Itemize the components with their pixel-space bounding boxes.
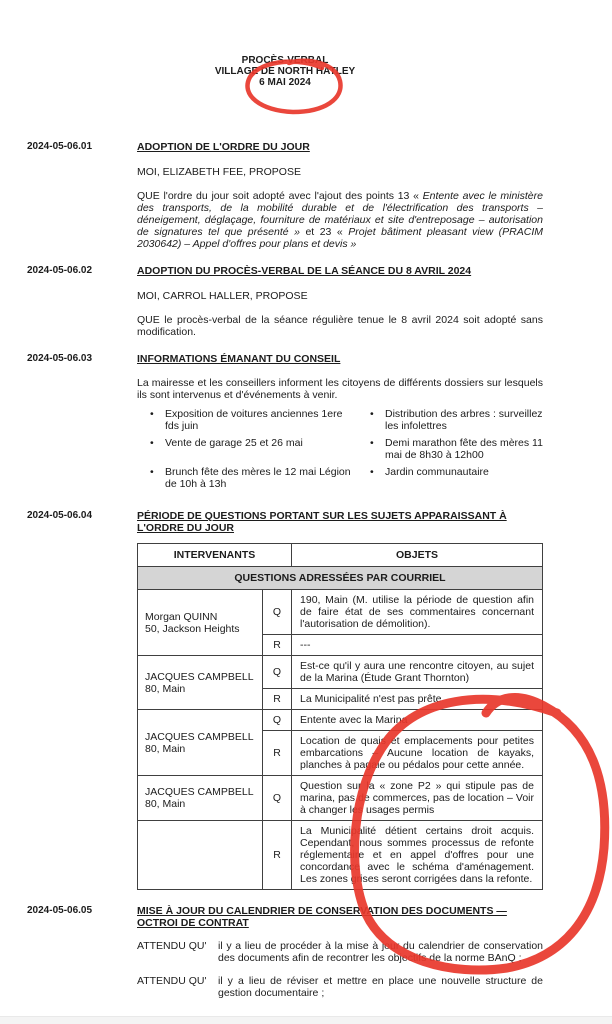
intervenant-address: 80, Main [145, 798, 186, 810]
section-adoption-proces-verbal [27, 265, 543, 338]
propose-line: MOI, ELIZABETH FEE, PROPOSE [137, 166, 301, 178]
document-header [27, 55, 543, 88]
q-cell: Q [263, 776, 292, 821]
intervenant-cell [138, 590, 263, 656]
propose-line: MOI, CARROL HALLER, PROPOSE [137, 290, 308, 302]
attendu-text: il y a lieu de procéder à la mise à jour du calendrier de conservation des documents afin de recontrer les objectifs de la norme BAnQ ; [218, 940, 543, 964]
intervenant-address: 50, Jackson Heights [145, 622, 240, 635]
reponse-cell: --- [292, 635, 543, 656]
section-periode-questions [27, 510, 543, 890]
r-cell: R [263, 635, 292, 656]
section-heading: PÉRIODE DE QUESTIONS PORTANT SUR LES SUJETS APPARAISSANT À L'ORDRE DU JOUR [137, 510, 507, 534]
list-item: • Demi marathon fête des mères 11 mai de 8h30 à 12h00 [368, 437, 543, 461]
para-italic-text: Projet bâtiment pleasant view (PRACIM 2030642) – Appel d'offres pour plans et devis » [137, 226, 543, 250]
r-cell: R [263, 821, 292, 890]
reponse-cell: Location de quais et emplacements pour petites embarcations – Aucune location de kayaks, planches à pagaie ou pédalos pour cette année. [292, 731, 543, 776]
list-item: • Jardin communautaire [368, 466, 543, 490]
questions-table [137, 543, 543, 890]
section-number: 2024-05-06.03 [27, 353, 93, 364]
intervenant-cell [138, 710, 263, 776]
attendu-text: il y a lieu de réviser et mettre en place une nouvelle structure de gestion documentaire ; [218, 975, 543, 999]
list-item: • Brunch fête des mères le 12 mai Légion de 10h à 13h [148, 466, 352, 490]
intervenant-name: Morgan QUINN [145, 610, 218, 623]
intervenant-name: JACQUES CAMPBELL [145, 730, 254, 743]
para-text: et 23 « [299, 226, 349, 238]
para-text: QUE l'ordre du jour soit adopté avec l'ajout des points 13 « [137, 190, 423, 202]
attendu-clause [137, 975, 543, 999]
intervenant-cell [138, 776, 263, 821]
table-row [138, 821, 543, 890]
intervenant-cell-empty [138, 821, 263, 890]
question-cell: 190, Main (M. utilise la période de question afin de faire état de ses commentaires concernant l'autorisation de démolition). [292, 590, 543, 635]
intervenant-name: JACQUES CAMPBELL [145, 670, 254, 683]
column-header-objets: OBJETS [292, 544, 543, 567]
question-cell: Question sur la « zone P2 » qui stipule pas de marina, pas de commerces, pas de location – Voir à changer les usages permis [292, 776, 543, 821]
reponse-cell: La Municipalité n'est pas prête [292, 689, 543, 710]
doc-title-date: 6 MAI 2024 [259, 77, 311, 88]
attendu-clause [137, 940, 543, 964]
column-header-intervenants: INTERVENANTS [138, 544, 292, 567]
q-cell: Q [263, 656, 292, 689]
section-heading: INFORMATIONS ÉMANANT DU CONSEIL [137, 353, 341, 365]
page-bottom-strip [0, 1016, 612, 1024]
r-cell: R [263, 731, 292, 776]
question-cell: Entente avec la Marina [292, 710, 543, 731]
section-number: 2024-05-06.01 [27, 141, 93, 152]
section-heading: ADOPTION DU PROCÈS-VERBAL DE LA SÉANCE DU 8 AVRIL 2024 [137, 265, 472, 277]
section-heading: MISE À JOUR DU CALENDRIER DE CONSERVATION DES DOCUMENTS — OCTROI DE CONTRAT [137, 905, 507, 929]
doc-title-line1: PROCÈS-VERBAL [241, 55, 329, 66]
intervenant-address: 80, Main [145, 682, 186, 695]
attendu-label: ATTENDU QU' [137, 940, 207, 952]
section-informations-conseil [27, 353, 543, 495]
q-cell: Q [263, 710, 292, 731]
section-mise-a-jour-calendrier [27, 905, 543, 999]
table-row [138, 776, 543, 821]
section-number: 2024-05-06.04 [27, 510, 93, 521]
section-adoption-ordre-du-jour [27, 141, 543, 250]
section-heading: ADOPTION DE L'ORDRE DU JOUR [137, 141, 310, 153]
doc-title-line2: VILLAGE DE NORTH HATLEY [214, 66, 356, 77]
table-header-row [138, 544, 543, 567]
intervenant-address: 80, Main [145, 742, 186, 755]
resolution-paragraph: QUE le procès-verbal de la séance régulière tenue le 8 avril 2024 soit adopté sans modification. [137, 314, 543, 338]
table-row [138, 656, 543, 689]
resolution-paragraph [137, 190, 543, 250]
reponse-cell: La Municipalité détient certains droit acquis. Cependant, nous sommes processus de refonte réglementaire et en appel d'offres pour une concordance avec le schéma d'aménagement. Les zones grises seront corrigées dans la refonte. [292, 821, 543, 890]
intervenant-name: JACQUES CAMPBELL [145, 786, 254, 798]
para-italic-text: Entente avec le ministère des transports, de la mobilité durable et de l'électrification des transports – déneigement, déglaçage, fourniture de matériaux et site d'entreposage – autorisation de signatures tel que présenté » [137, 190, 543, 238]
table-row [138, 590, 543, 635]
events-bullet-list [137, 408, 543, 495]
list-item: • Distribution des arbres : surveillez les infolettres [368, 408, 543, 432]
attendu-label: ATTENDU QU' [137, 975, 207, 987]
intro-paragraph: La mairesse et les conseillers informent les citoyens de différents dossiers sur lesquels ils sont intervenus et d'événements à venir. [137, 377, 543, 401]
question-cell: Est-ce qu'il y aura une rencontre citoyen, au sujet de la Marina (Étude Grant Thornton) [292, 656, 543, 689]
list-item: • Exposition de voitures anciennes 1ere fds juin [148, 408, 352, 432]
list-item: • Vente de garage 25 et 26 mai [148, 437, 352, 461]
section-number: 2024-05-06.05 [27, 905, 93, 916]
r-cell: R [263, 689, 292, 710]
table-row [138, 710, 543, 731]
q-cell: Q [263, 590, 292, 635]
section-number: 2024-05-06.02 [27, 265, 93, 276]
subheader-label: QUESTIONS ADRESSÉES PAR COURRIEL [138, 567, 543, 590]
table-subheader-row [138, 567, 543, 590]
intervenant-cell [138, 656, 263, 710]
